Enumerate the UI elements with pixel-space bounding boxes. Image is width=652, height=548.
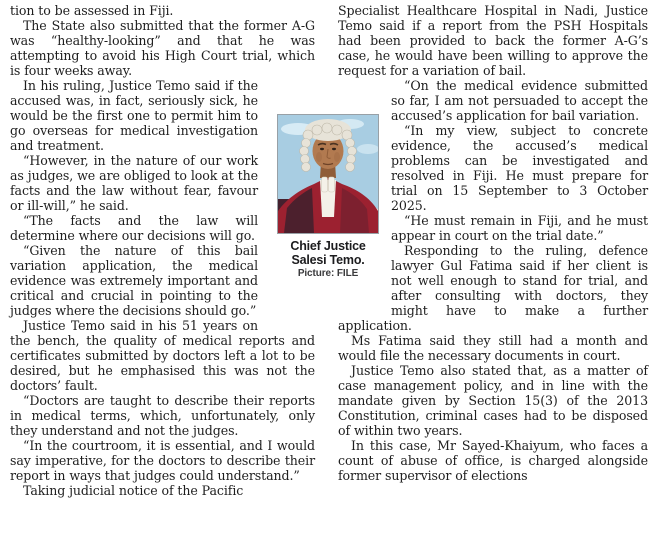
paragraph: “Doctors are taught to describe their reports in medical terms, which, unfortunately, only they understand and not the judges. xyxy=(10,393,315,438)
caption-name-line2: Salesi Temo. xyxy=(291,253,365,267)
photo-caption xyxy=(277,239,379,280)
paragraph: Justice Temo said in his 51 years on the bench, the quality of medical reports and certificates submitted by doctors left a lot to be desired, but he emphasised this was not the doctors’ fault. xyxy=(10,318,315,393)
paragraph: Justice Temo also stated that, as a matter of case management policy, and in line with the mandate given by Section 15(3) of the 2013 Constitution, criminal cases had to be disposed of within two years. xyxy=(338,363,648,438)
paragraph: Ms Fatima said they still had a month and would file the necessary documents in court. xyxy=(338,333,648,363)
paragraph: “In the courtroom, it is essential, and I would say imperative, for the doctors to describe their report in ways that judges could understand.” xyxy=(10,438,315,483)
paragraph: “However, in the nature of our work as judges, we are obliged to look at the facts and the law without fear, favour or ill-will,” he said. xyxy=(10,153,258,213)
paragraph: “Given the nature of this bail variation application, the medical evidence was extremely important and critical and crucial in pointing to the judges where the decisions should go.” xyxy=(10,243,258,318)
paragraph: tion to be assessed in Fiji. xyxy=(10,3,174,18)
caption-name-line1: Chief Justice xyxy=(290,239,366,253)
paragraph: In this case, Mr Sayed-Khaiyum, who faces a count of abuse of office, is charged alongside former supervisor of elections xyxy=(338,438,648,483)
portrait-illustration xyxy=(278,115,378,233)
paragraph: “In my view, subject to concrete evidence, the accused’s medical problems can be investigated and resolved in Fiji. He must prepare for trial on 15 September to 3 October 2025. xyxy=(391,123,648,213)
paragraph: The State also submitted that the former A-G was “healthy-looking” and that he was attempting to avoid his High Court trial, which is four weeks away. xyxy=(10,18,315,78)
chief-justice-photo xyxy=(277,114,379,234)
paragraph: “The facts and the law will determine where our decisions will go. xyxy=(10,213,258,243)
paragraph: Responding to the ruling, defence lawyer Gul Fatima said if her client is not well enough to stand for trial, and after consulting with doctors, they might have to make a further application. xyxy=(338,243,648,333)
paragraph: Taking judicial notice of the Pacific xyxy=(23,483,244,498)
paragraph: “On the medical evidence submitted so far, I am not persuaded to accept the accused’s application for bail variation. xyxy=(391,78,648,123)
article-right-column xyxy=(338,3,648,483)
paragraph: In his ruling, Justice Temo said if the accused was, in fact, seriously sick, he would be the first one to permit him to go overseas for medical investigation and treatment. xyxy=(10,78,258,153)
article-left-column xyxy=(10,3,315,498)
paragraph: Specialist Healthcare Hospital in Nadi, Justice Temo said if a report from the PSH Hospitals had been provided to back the former A-G’s case, he would have been willing to approve the request for a variation of bail. xyxy=(338,3,648,78)
caption-credit: Picture: FILE xyxy=(297,268,359,279)
paragraph: “He must remain in Fiji, and he must appear in court on the trial date.” xyxy=(391,213,648,243)
photo-figure xyxy=(277,114,379,280)
